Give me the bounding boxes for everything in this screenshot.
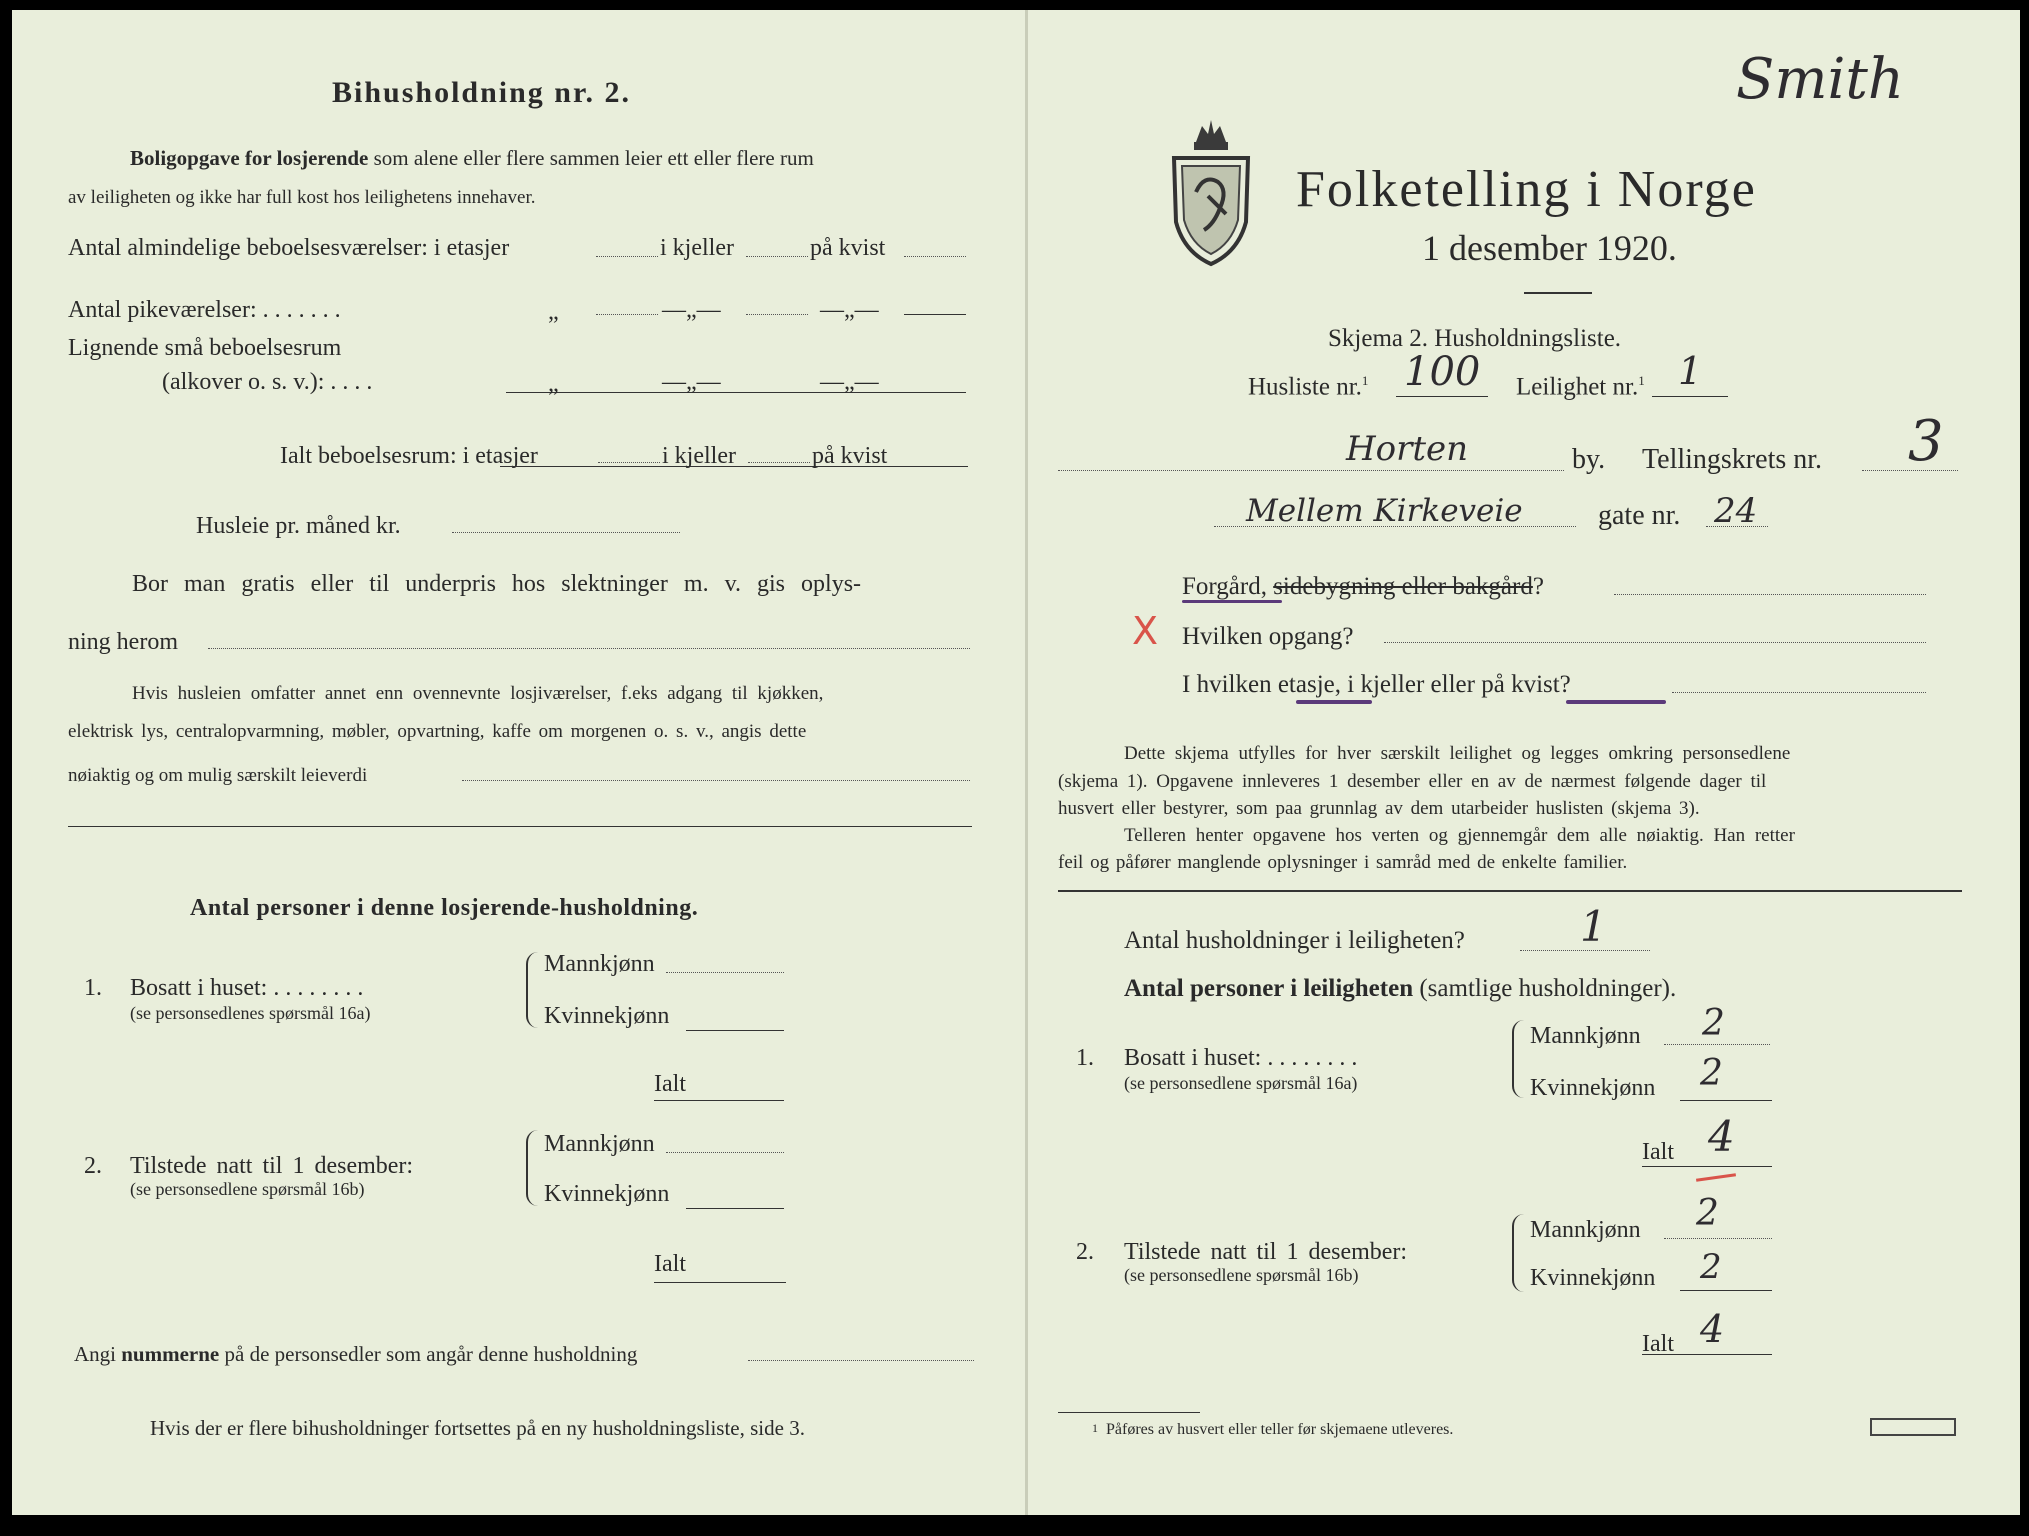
- right-bosatt-ialt-field: [1642, 1166, 1772, 1167]
- etasje-option[interactable]: etasje,: [1277, 671, 1341, 698]
- rooms-label: Antal almindelige beboelsesværelser: i etasjer: [68, 235, 510, 261]
- opgang-field[interactable]: [1384, 642, 1926, 643]
- pike-ditto-1: „: [548, 299, 559, 325]
- pike-ditto-3: —„—: [820, 297, 879, 323]
- opgang-label: Hvilken opgang?: [1182, 623, 1354, 650]
- left-bosatt-label: Bosatt i huset: . . . . . . . .: [130, 975, 364, 1001]
- left-tilstede-kvinne-field[interactable]: [686, 1208, 784, 1209]
- ialt-kjeller-label: i kjeller: [662, 443, 736, 469]
- left-tilstede-kvinne-label: Kvinnekjønn: [544, 1181, 670, 1207]
- etasje-underline-mark: [1296, 700, 1372, 704]
- norway-coat-of-arms-icon: [1168, 112, 1254, 270]
- lignende-ditto-2: —„—: [662, 369, 721, 395]
- intro-line-2: av leiligheten og ikke har full kost hos leilighetens innehaver.: [68, 187, 536, 208]
- gate-nr-value[interactable]: 24: [1714, 491, 1758, 531]
- left-bosatt-kvinne-field[interactable]: [686, 1030, 784, 1031]
- right-tilstede-kvinne-value[interactable]: 2: [1700, 1247, 1722, 1287]
- right-date: 1 desember 1920.: [1422, 228, 1677, 268]
- left-bosatt-num: 1.: [84, 975, 102, 1001]
- right-bosatt-brace: [1512, 1020, 1526, 1098]
- pike-label: Antal pikeværelser: . . . . . . .: [68, 297, 341, 323]
- leilighet-value[interactable]: 1: [1678, 349, 1703, 393]
- angi-field[interactable]: [748, 1360, 974, 1361]
- krets-label: Tellingskrets nr.: [1642, 444, 1823, 475]
- left-tilstede-ialt-label: Ialt: [654, 1251, 686, 1277]
- instr-line-3: husvert eller bestyrer, som paa grunnlag av dem utarbeider huslisten (skjema 3).: [1058, 798, 1700, 819]
- by-label: by.: [1572, 444, 1606, 475]
- hush-field: [1520, 950, 1650, 951]
- left-tilstede-mann-field[interactable]: [666, 1152, 784, 1153]
- lignende-label-1: Lignende små beboelsesrum: [68, 335, 342, 361]
- kvist-option[interactable]: på kvist?: [1481, 671, 1571, 698]
- husleie-field[interactable]: [452, 532, 680, 533]
- right-bosatt-ialt-value[interactable]: 4: [1708, 1112, 1735, 1161]
- footnote-text: $^1$ Påføres av husvert eller teller før skjemaene utleveres.: [1092, 1421, 1454, 1438]
- right-tilstede-brace: [1512, 1214, 1526, 1292]
- right-bosatt-mann-field: [1664, 1044, 1770, 1045]
- right-tilstede-ialt-field: [1642, 1354, 1772, 1355]
- rooms-kvist-field[interactable]: [904, 256, 966, 257]
- forgaard-underline-mark: [1182, 600, 1282, 603]
- title-rule: [1524, 292, 1592, 294]
- ialt-rooms-label: Ialt beboelsesrum: i etasjer: [280, 443, 538, 469]
- instr-line-1: Dette skjema utfylles for hver særskilt leilighet og legges omkring personsedlene: [1124, 743, 1791, 764]
- instr-line-2: (skjema 1). Opgavene innleveres 1 desember eller en av de nærmest følgende dager til: [1058, 771, 1767, 792]
- leilighet-field: [1652, 396, 1728, 397]
- left-bosatt-mann-label: Mannkjønn: [544, 951, 655, 977]
- left-tilstede-mann-label: Mannkjønn: [544, 1131, 655, 1157]
- kvist-underline-mark: [1566, 700, 1666, 704]
- lignende-ditto-3: —„—: [820, 369, 879, 395]
- gate-nr-field: [1706, 526, 1768, 527]
- right-bosatt-kvinne-field: [1680, 1100, 1772, 1101]
- right-tilstede-note: (se personsedlene spørsmål 16b): [1124, 1265, 1359, 1285]
- by-field: [1058, 470, 1564, 471]
- left-bosatt-mann-field[interactable]: [666, 972, 784, 973]
- gate-field: [1214, 526, 1576, 527]
- lignende-underline: [506, 392, 966, 393]
- husliste-field: [1396, 396, 1488, 397]
- angi-line: Angi nummerne på de personsedler som angår denne husholdning: [74, 1342, 638, 1366]
- pike-ditto-2: —„—: [662, 297, 721, 323]
- pike-etasjer-field[interactable]: [596, 314, 658, 315]
- sidebygning-option[interactable]: sidebygning eller bakgård: [1273, 573, 1533, 600]
- left-bosatt-ialt-field[interactable]: [654, 1100, 784, 1101]
- husliste-label: Husliste nr.$^1$: [1248, 373, 1369, 401]
- hvis-field[interactable]: [462, 780, 970, 781]
- rooms-kjeller-label: i kjeller: [660, 235, 734, 261]
- rooms-kvist-label: på kvist: [810, 235, 886, 261]
- right-bosatt-num: 1.: [1076, 1045, 1094, 1071]
- left-tilstede-num: 2.: [84, 1153, 102, 1179]
- hush-value[interactable]: 1: [1580, 902, 1607, 951]
- skjema-label: Skjema 2. Husholdningsliste.: [1328, 325, 1622, 352]
- rooms-kjeller-field[interactable]: [746, 256, 808, 257]
- left-bosatt-note: (se personsedlenes spørsmål 16a): [130, 1003, 371, 1023]
- left-tilstede-note: (se personsedlene spørsmål 16b): [130, 1179, 365, 1199]
- right-bosatt-mann-value[interactable]: 2: [1702, 1003, 1725, 1044]
- gate-label: gate nr.: [1598, 500, 1681, 531]
- right-bosatt-kvinne-label: Kvinnekjønn: [1530, 1075, 1656, 1101]
- krets-value[interactable]: 3: [1908, 409, 1944, 474]
- intro-line-1: Boligopgave for losjerende som alene eller flere sammen leier ett eller flere rum: [130, 146, 814, 170]
- right-persons-heading: Antal personer i leiligheten (samtlige husholdninger).: [1124, 975, 1677, 1002]
- right-bosatt-label: Bosatt i huset: . . . . . . . .: [1124, 1045, 1358, 1071]
- red-x-mark: X: [1132, 609, 1159, 653]
- left-tilstede-label: Tilstede natt til 1 desember:: [130, 1153, 414, 1179]
- pike-kjeller-field[interactable]: [746, 314, 808, 315]
- ialt-kjeller-field[interactable]: [748, 462, 810, 463]
- forgaard-option[interactable]: Forgård,: [1182, 573, 1267, 600]
- left-title: Bihusholdning nr. 2.: [332, 76, 632, 109]
- rooms-etasjer-field[interactable]: [596, 256, 658, 257]
- right-bosatt-mann-label: Mannkjønn: [1530, 1023, 1641, 1049]
- gratis-line-2: ning herom: [68, 629, 178, 655]
- right-title: Folketelling i Norge: [1296, 161, 1757, 218]
- page-fold: [1025, 10, 1028, 1515]
- right-tilstede-ialt-label: Ialt: [1642, 1331, 1674, 1357]
- lignende-label-2: (alkover o. s. v.): . . . .: [162, 369, 373, 395]
- right-tilstede-kvinne-label: Kvinnekjønn: [1530, 1265, 1656, 1291]
- gate-value[interactable]: Mellem Kirkeveie: [1246, 493, 1523, 529]
- etasje-line: I hvilken etasje, i kjeller eller på kvist?: [1182, 671, 1571, 698]
- right-tilstede-mann-label: Mannkjønn: [1530, 1217, 1641, 1243]
- hvis-line-3: nøiaktig og om mulig særskilt leieverdi: [68, 765, 368, 786]
- leilighet-label: Leilighet nr.$^1$: [1516, 373, 1645, 401]
- handwritten-name: Smith: [1736, 47, 1904, 112]
- husleie-label: Husleie pr. måned kr.: [196, 513, 401, 539]
- krets-field: [1862, 470, 1958, 471]
- left-footer: Hvis der er flere bihusholdninger fortsettes på en ny husholdningsliste, side 3.: [150, 1416, 805, 1440]
- forgaard-field: [1614, 594, 1926, 595]
- hvis-line-2: elektrisk lys, centralopvarmning, møbler, opvartning, kaffe om morgenen o. s. v., angis dette: [68, 721, 807, 742]
- ialt-kvist-label: på kvist: [812, 443, 888, 469]
- ialt-etasjer-field[interactable]: [598, 462, 660, 463]
- gratis-line-1: Bor man gratis eller til underpris hos slektninger m. v. gis oplys-: [132, 571, 862, 597]
- instr-line-4: Telleren henter opgavene hos verten og gjennemgår dem alle nøiaktig. Han retter: [1124, 825, 1795, 846]
- left-bosatt-ialt-label: Ialt: [654, 1071, 686, 1097]
- gratis-field[interactable]: [208, 648, 970, 649]
- left-bosatt-kvinne-label: Kvinnekjønn: [544, 1003, 670, 1029]
- right-bosatt-kvinne-value[interactable]: 2: [1700, 1053, 1723, 1094]
- hvis-line-1: Hvis husleien omfatter annet enn ovennevnte losjiværelser, f.eks adgang til kjøkken,: [132, 683, 824, 704]
- instr-line-5: feil og påfører manglende oplysninger i samråd med de enkelte familier.: [1058, 852, 1628, 873]
- left-bosatt-brace: [526, 952, 540, 1028]
- right-tilstede-ialt-value[interactable]: 4: [1700, 1307, 1725, 1351]
- right-tilstede-kvinne-field: [1680, 1290, 1772, 1291]
- right-tilstede-mann-value[interactable]: 2: [1696, 1193, 1719, 1234]
- hush-label: Antal husholdninger i leiligheten?: [1124, 927, 1465, 954]
- lignende-ditto-1: „: [548, 371, 559, 397]
- left-tilstede-ialt-field[interactable]: [654, 1282, 786, 1283]
- printer-stamp: [1870, 1418, 1956, 1436]
- husliste-value[interactable]: 100: [1404, 349, 1481, 395]
- pike-kvist-field[interactable]: [904, 314, 966, 315]
- left-tilstede-brace: [526, 1130, 540, 1206]
- left-persons-heading: Antal personer i denne losjerende-husholdning.: [190, 895, 699, 921]
- left-section-rule: [68, 826, 972, 827]
- etasje-field: [1672, 692, 1926, 693]
- by-value[interactable]: Horten: [1346, 429, 1469, 469]
- right-tilstede-label: Tilstede natt til 1 desember:: [1124, 1239, 1408, 1265]
- right-bosatt-note: (se personsedlene spørsmål 16a): [1124, 1073, 1358, 1093]
- right-tilstede-mann-field: [1664, 1238, 1772, 1239]
- right-tilstede-num: 2.: [1076, 1239, 1094, 1265]
- right-section-rule: [1058, 890, 1962, 892]
- forgaard-line: Forgård, sidebygning eller bakgård?: [1182, 573, 1544, 600]
- footnote-rule: [1058, 1412, 1200, 1413]
- right-bosatt-ialt-label: Ialt: [1642, 1139, 1674, 1165]
